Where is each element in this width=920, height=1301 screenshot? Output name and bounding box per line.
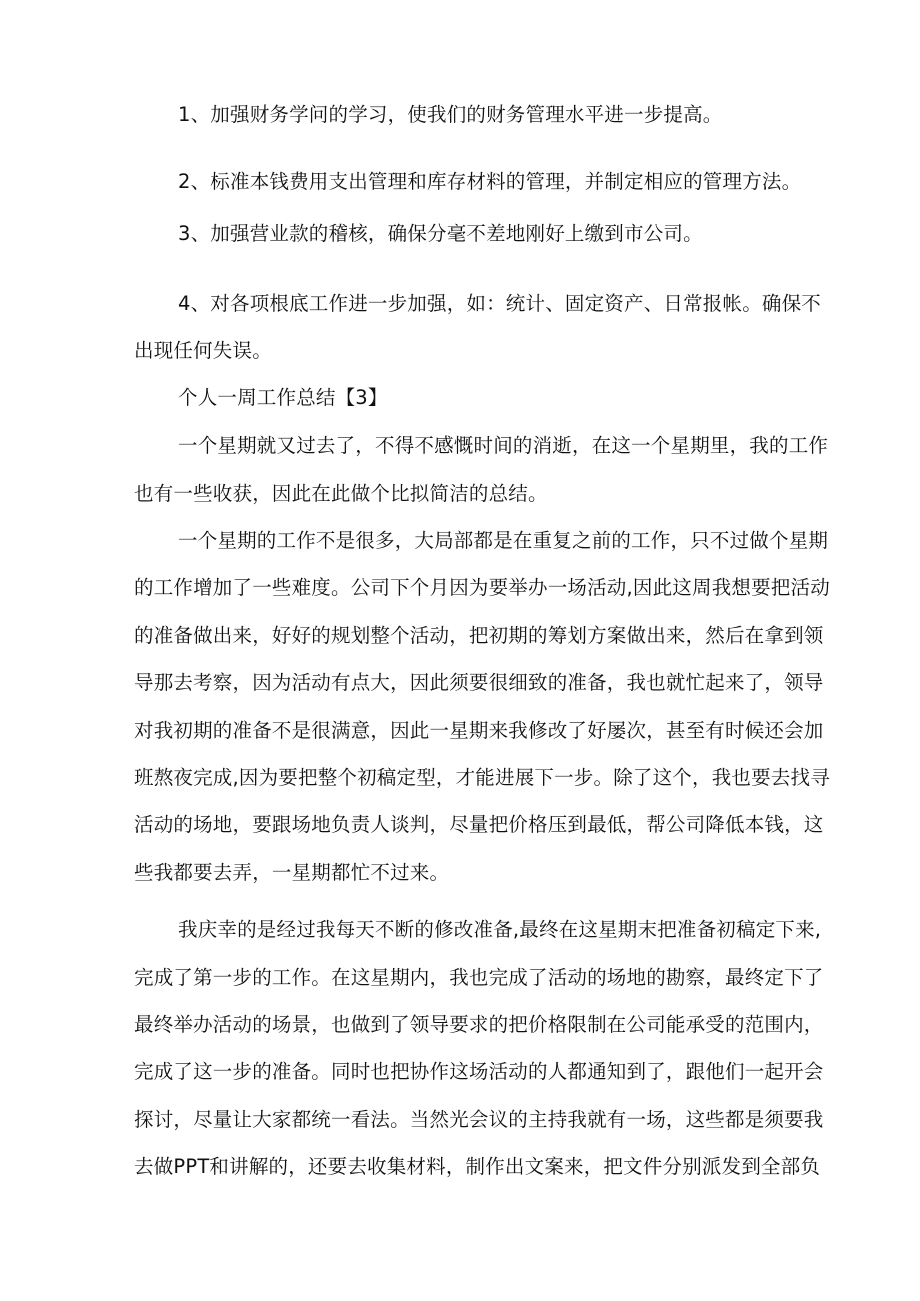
paragraph-line: 完成了这一步的准备。同时也把协作这场活动的人都通知到了，跟他们一起开会 — [134, 1060, 824, 1083]
paragraph-line: 的工作增加了一些难度。公司下个月因为要举办一场活动,因此这周我想要把活动 — [134, 576, 830, 599]
paragraph-line: 一个星期的工作不是很多，大局部都是在重复之前的工作，只不过做个星期 — [178, 529, 829, 552]
paragraph-line: 班熬夜完成,因为要把整个初稿定型，才能进展下一步。除了这个，我也要去找寻 — [134, 766, 830, 789]
paragraph-line: 去做PPT和讲解的，还要去收集材料，制作出文案来，把文件分别派发到全部负 — [134, 1155, 821, 1178]
paragraph-line: 活动的场地，要跟场地负责人谈判，尽量把价格压到最低，帮公司降低本钱，这 — [134, 813, 824, 836]
paragraph-line: 也有一些收获，因此在此做个比拟简洁的总结。 — [134, 482, 548, 505]
list-item-1: 1、加强财务学问的学习，使我们的财务管理水平进一步提高。 — [178, 103, 723, 126]
list-item-2: 2、标准本钱费用支出管理和库存材料的管理，并制定相应的管理方法。 — [178, 170, 802, 193]
paragraph-line: 对我初期的准备不是很满意，因此一星期来我修改了好屡次，甚至有时候还会加 — [134, 719, 824, 742]
paragraph-line: 一个星期就又过去了，不得不感慨时间的消逝，在这一个星期里，我的工作 — [178, 434, 829, 457]
paragraph-line: 探讨，尽量让大家都统一看法。当然光会议的主持我就有一场，这些都是须要我 — [134, 1108, 824, 1131]
paragraph-line: 导那去考察，因为活动有点大，因此须要很细致的准备，我也就忙起来了，领导 — [134, 671, 824, 694]
section-heading: 个人一周工作总结【3】 — [178, 386, 388, 409]
list-item-4-continued: 出现任何失误。 — [134, 339, 272, 362]
list-item-4: 4、对各项根底工作进一步加强，如：统计、固定资产、日常报帐。确保不 — [178, 292, 822, 315]
paragraph-line: 些我都要去弄，一星期都忙不过来。 — [134, 861, 450, 884]
list-item-3: 3、加强营业款的稽核，确保分毫不差地刚好上缴到市公司。 — [178, 222, 703, 245]
paragraph-line: 完成了第一步的工作。在这星期内，我也完成了活动的场地的勘察，最终定下了 — [134, 966, 824, 989]
paragraph-line: 最终举办活动的场景，也做到了领导要求的把价格限制在公司能承受的范围内， — [134, 1013, 824, 1036]
paragraph-line: 我庆幸的是经过我每天不断的修改准备,最终在这星期末把准备初稿定下来, — [178, 918, 822, 941]
paragraph-line: 的准备做出来，好好的规划整个活动，把初期的筹划方案做出来，然后在拿到领 — [134, 624, 824, 647]
